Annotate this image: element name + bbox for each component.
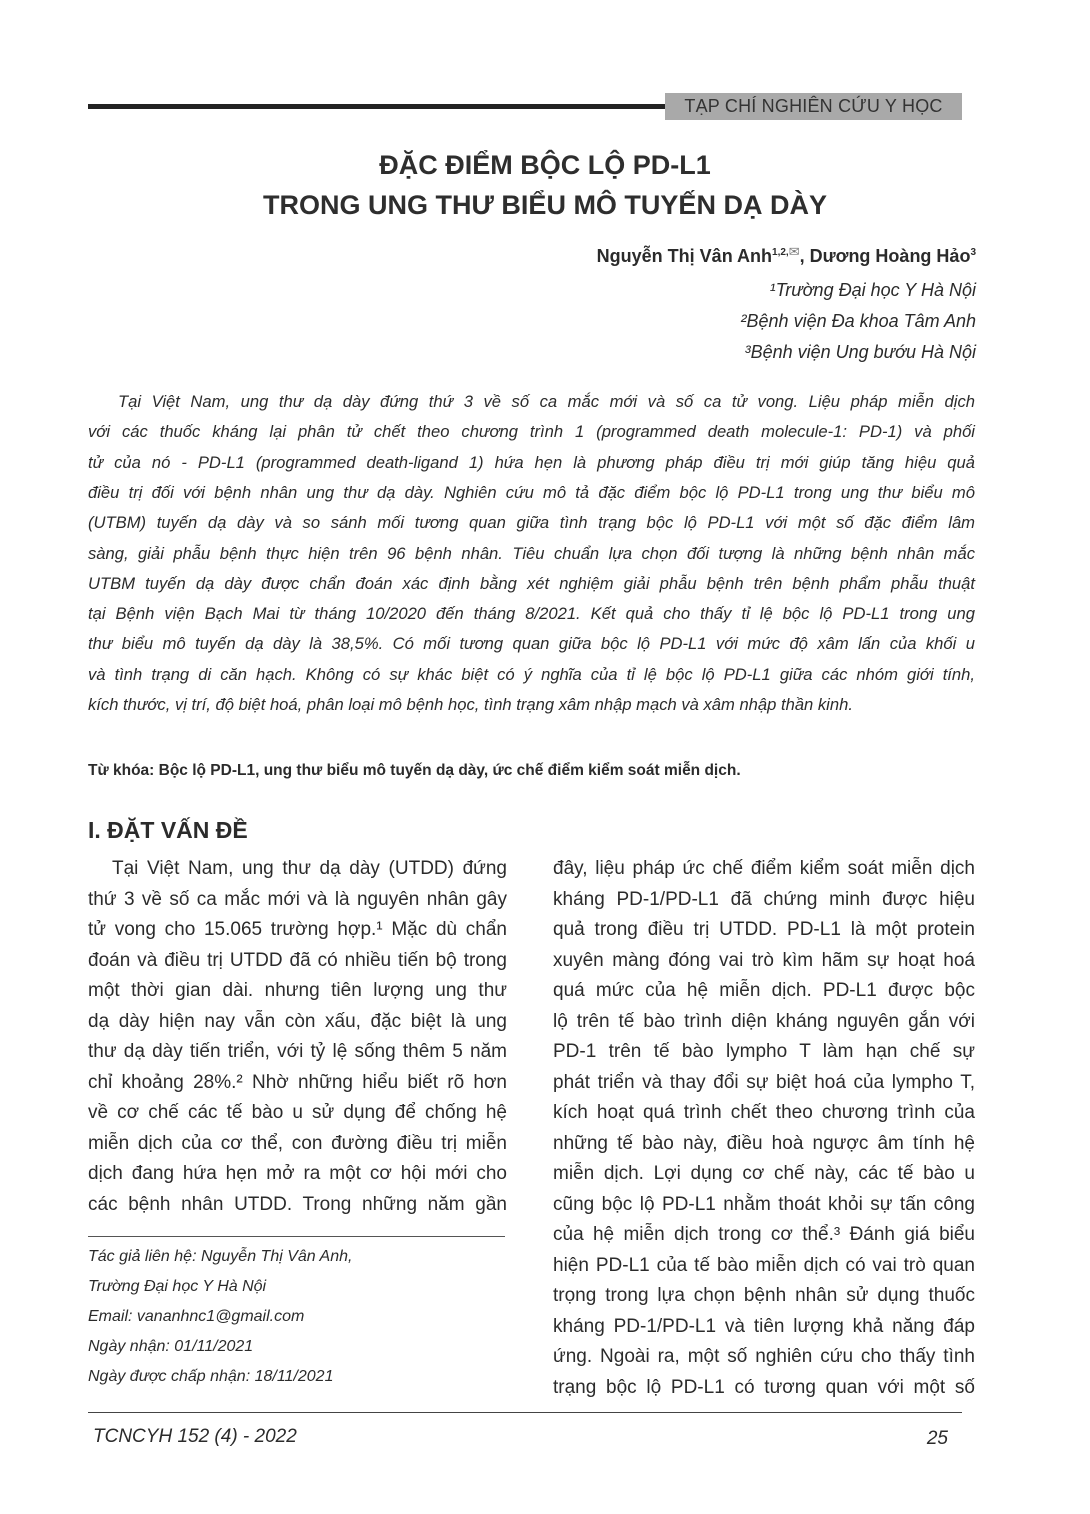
affiliation-1: ¹Trường Đại học Y Hà Nội	[769, 280, 976, 300]
body-line: miễn dịch. Lợi dụng cơ chế này, các tế bào u	[553, 1163, 975, 1184]
body-line: lộ trên tế bào trình diện kháng nguyên gắn với	[553, 1010, 975, 1032]
abstract-line: điều trị đối với bệnh nhân ung thư dạ dày. Nghiên cứu mô tả đặc điểm bộc lộ PD-L1 trong ung thư biểu mô	[88, 482, 975, 502]
footnote-rule	[88, 1236, 505, 1237]
body-line: chỉ khoảng 28%.² Nhờ những hiểu biết rõ hơn	[88, 1071, 507, 1093]
body-line: quả trong điều trị UTDD. PD-L1 là một protein	[553, 919, 975, 940]
abstract-line: tử của nó - PD-L1 (programmed death-ligand 1) hứa hẹn là phương pháp điều trị mới giúp tăng hiệu quả	[88, 452, 975, 472]
body-line: hiện PD-L1 của tế bào miễn dịch có vai trò quan	[553, 1254, 975, 1276]
footnote-line: Email: vananhnc1@gmail.com	[88, 1308, 305, 1325]
footer-rule	[88, 1412, 962, 1413]
affiliation-2: ²Bệnh viện Đa khoa Tâm Anh	[740, 311, 976, 331]
author-1: Nguyễn Thị Vân Anh	[596, 246, 773, 266]
body-line: phát triển và thay đổi sự biệt hoá của lympho T,	[553, 1071, 975, 1093]
body-line: dịch đang hứa hẹn mở ra một cơ hội mới cho	[88, 1163, 507, 1184]
footnote-line: Tác giả liên hệ: Nguyễn Thị Vân Anh,	[88, 1248, 353, 1265]
abstract-line: (UTBM) tuyến dạ dày và so sánh mối tương quan giữa tình trạng bộc lộ PD-L1 với một số đặc điểm lâm	[88, 513, 975, 533]
author-2: , Dương Hoàng Hảo	[799, 246, 971, 266]
body-line: kháng PD-1/PD-L1 đã chứng minh được hiệu	[553, 888, 975, 910]
envelope-icon: ✉	[788, 244, 800, 259]
title-line-2: TRONG UNG THƯ BIỂU MÔ TUYẾN DẠ DÀY	[263, 190, 827, 220]
body-line: cũng bộc lộ PD-L1 nhằm thoát khỏi sự tấn công	[553, 1193, 975, 1215]
keywords: Từ khóa: Bộc lộ PD-L1, ung thư biểu mô tuyến dạ dày, ức chế điểm kiểm soát miễn dịch.	[88, 762, 741, 779]
title-line-1: ĐẶC ĐIỂM BỘC LỘ PD-L1	[379, 150, 711, 180]
abstract-line: thư biểu mô tuyến dạ dày là 38,5%. Có mối tương quan giữa bộc lộ PD-L1 với mức độ xâm lấn của khối u	[88, 634, 975, 654]
body-line: các bệnh nhân UTDD. Trong những năm gần	[88, 1193, 507, 1215]
header-rule	[88, 104, 666, 109]
body-line: trọng trong lựa chọn bệnh nhân sử dụng thuốc	[553, 1285, 975, 1306]
author-list	[597, 244, 976, 267]
author-1-affil: 1,2,	[772, 247, 789, 258]
section-heading: I. ĐẶT VẤN ĐỀ	[88, 817, 248, 843]
body-line: đoán và điều trị UTDD đã có nhiều tiến bộ trong	[88, 949, 507, 971]
affiliation-3: ³Bệnh viện Ung bướu Hà Nội	[744, 342, 976, 362]
body-line: trạng bộc lộ PD-L1 có tương quan với một số	[553, 1376, 975, 1398]
body-line: thứ 3 về số ca mắc mới và là nguyên nhân gây	[88, 888, 507, 910]
body-line: đây, liệu pháp ức chế điểm kiểm soát miễn dịch	[553, 858, 975, 879]
journal-header: TẠP CHÍ NGHIÊN CỨU Y HỌC	[665, 93, 962, 120]
author-2-affil: 3	[970, 247, 976, 258]
page-number: 25	[926, 1428, 948, 1449]
body-line: miễn dịch của cơ thể, con đường điều trị miễn	[88, 1132, 507, 1154]
abstract-line: kích thước, vị trí, độ biệt hoá, phân loại mô bệnh học, tình trạng xâm nhập mạch và xâm nhập thần kinh.	[88, 695, 853, 714]
body-line: những tế bào này, điều hoà ngược âm tính hệ	[553, 1132, 975, 1154]
abstract-line: Tại Việt Nam, ung thư dạ dày đứng thứ 3 về số ca mắc mới và số ca tử vong. Liệu pháp miễn dịch	[118, 392, 975, 411]
body-line: của hệ miễn dịch trong cơ thể.³ Đánh giá biểu	[553, 1224, 975, 1245]
abstract-line: với các thuốc kháng lại phân tử chết theo chương trình 1 (programmed death molecule-1: PD-1) và phối	[88, 422, 975, 442]
body-line: dạ dày hiện nay vẫn còn xấu, đặc biệt là ung	[88, 1010, 507, 1032]
journal-issue: TCNCYH 152 (4) - 2022	[93, 1426, 297, 1447]
abstract-line: tại Bệnh viện Bạch Mai từ tháng 10/2020 đến tháng 8/2021. Kết quả cho thấy tỉ lệ bộc lộ PD-L1 trong ung	[88, 604, 975, 624]
body-line: Tại Việt Nam, ung thư dạ dày (UTDD) đứng	[112, 858, 507, 879]
abstract-line: sàng, giải phẫu bệnh thực hiện trên 96 bệnh nhân. Tiêu chuẩn lựa chọn đối tượng là những bệnh nhân mắc	[88, 543, 975, 563]
abstract-line: và tình trạng di căn hạch. Không có sự khác biệt có ý nghĩa của tỉ lệ bộc lộ PD-L1 giữa các nhóm giới tính,	[88, 664, 975, 684]
body-line: ứng. Ngoài ra, một số nghiên cứu cho thấy tình	[553, 1346, 975, 1367]
body-line: kháng PD-1/PD-L1 và tiên lượng khả năng đáp	[553, 1315, 975, 1337]
footnote-line: Ngày nhận: 01/11/2021	[88, 1338, 254, 1355]
footnote-line: Trường Đại học Y Hà Nội	[88, 1278, 267, 1295]
body-line: một thời gian dài. nhưng tiên lượng ung thư	[88, 980, 507, 1001]
footnote-line: Ngày được chấp nhận: 18/11/2021	[88, 1368, 334, 1385]
body-line: thư dạ dày tiến triển, với tỷ lệ sống thêm 5 năm	[88, 1041, 507, 1062]
body-line: về cơ chế các tế bào u sử dụng để chống hệ	[88, 1102, 507, 1123]
body-line: xuyên màng đóng vai trò kìm hãm sự hoạt hoá	[553, 949, 975, 971]
body-line: PD-1 trên tế bào lympho T làm hạn chế sự	[553, 1041, 975, 1062]
body-line: tử vong cho 15.065 trường hợp.¹ Mặc dù chẩn	[88, 919, 507, 940]
abstract-line: UTBM tuyến dạ dày được chẩn đoán xác định bằng xét nghiệm giải phẫu bệnh trên bệnh phẩm phẫu thuật	[88, 573, 975, 593]
body-line: kích hoạt quá trình chết theo chương trình của	[553, 1102, 975, 1123]
body-line: quá mức của hệ miễn dịch. PD-L1 được bộc	[553, 980, 975, 1001]
